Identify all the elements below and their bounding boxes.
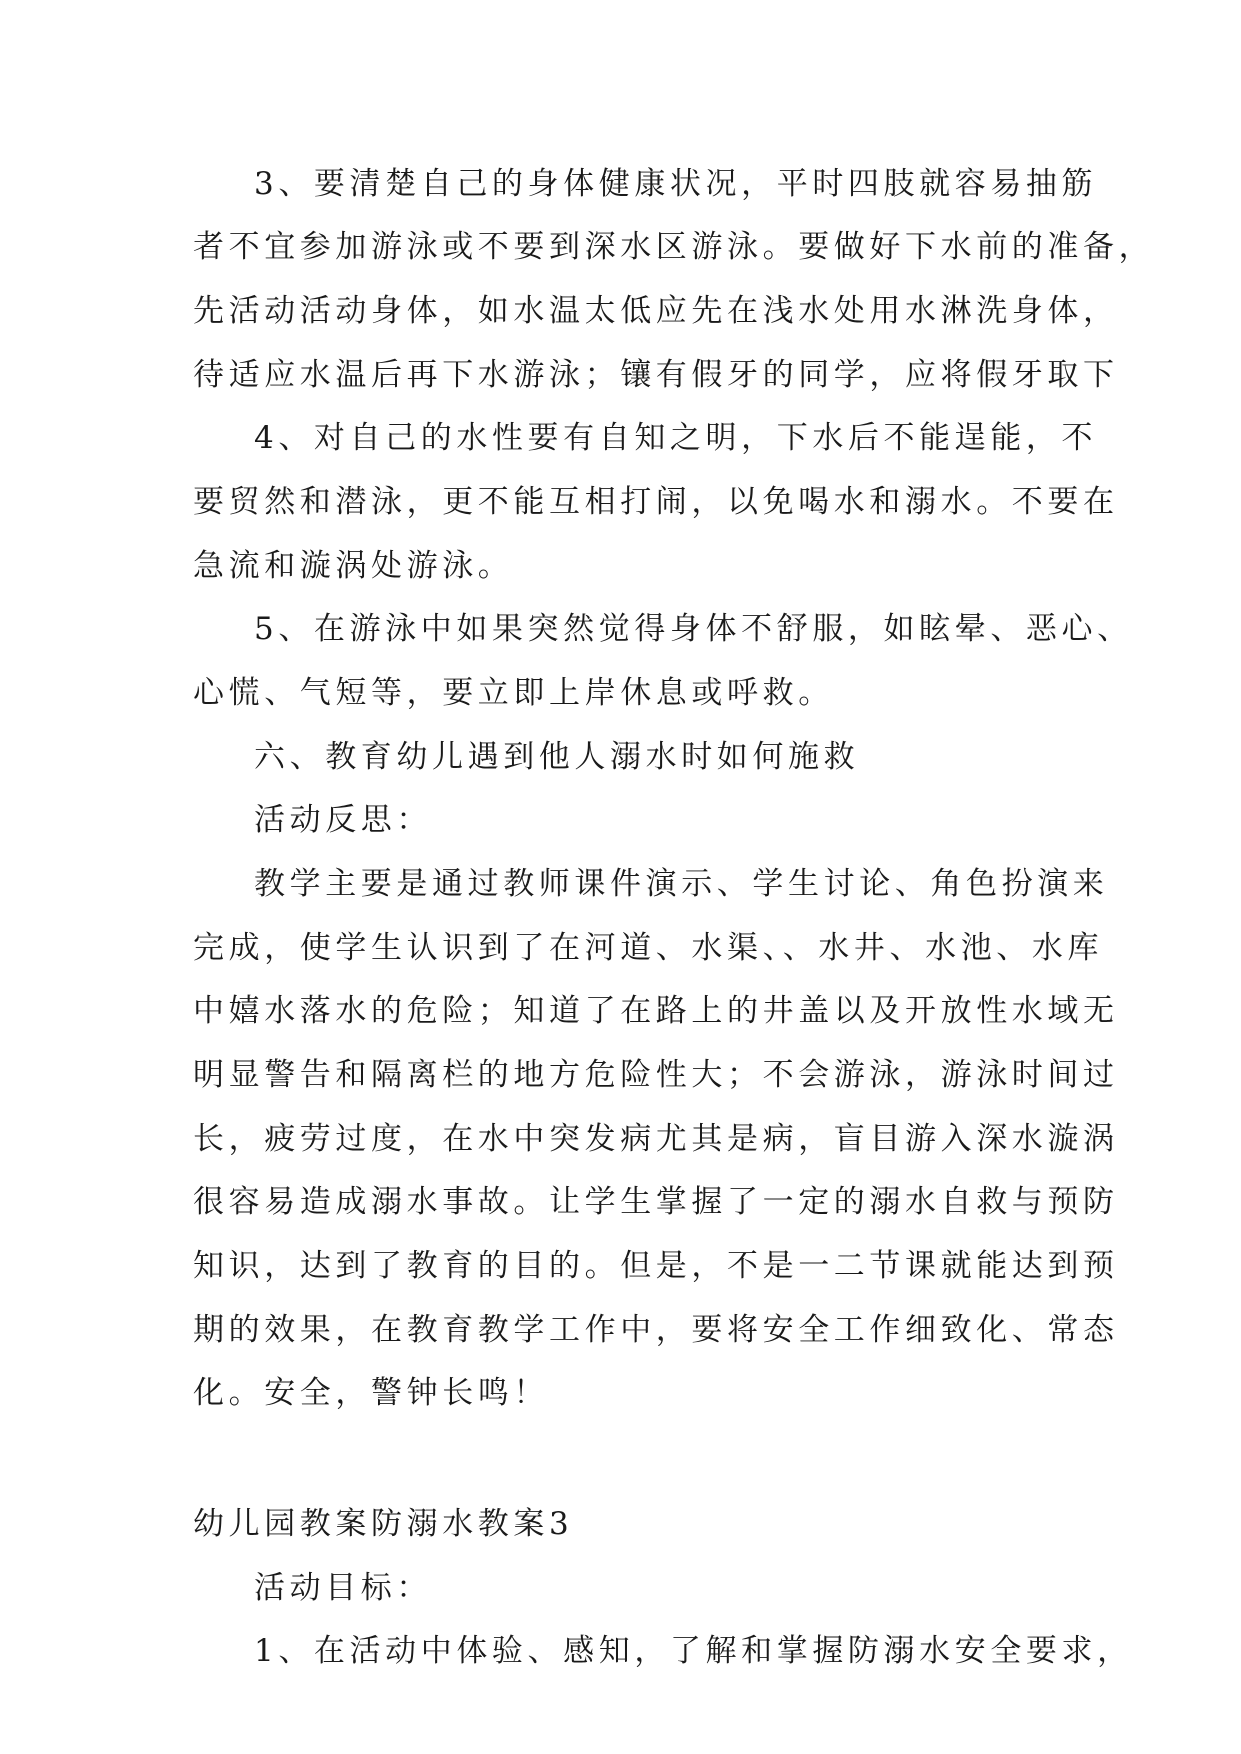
paragraph-line: 3、要清楚自己的身体健康状况，平时四肢就容易抽筋	[254, 166, 1098, 202]
document-title: 幼儿园教案防溺水教案3	[193, 1506, 574, 1542]
section-heading: 活动反思：	[254, 802, 432, 838]
paragraph-line: 长，疲劳过度，在水中突发病尤其是病，盲目游入深水漩涡	[193, 1121, 1119, 1157]
paragraph-line: 待适应水温后再下水游泳；镶有假牙的同学，应将假牙取下	[193, 357, 1119, 393]
paragraph-line: 化。安全，警钟长鸣！	[193, 1375, 549, 1411]
paragraph-line: 1、在活动中体验、感知，了解和掌握防溺水安全要求，	[254, 1633, 1133, 1669]
paragraph-line: 中嬉水落水的危险；知道了在路上的井盖以及开放性水域无	[193, 993, 1119, 1029]
paragraph-line: 先活动活动身体，如水温太低应先在浅水处用水淋洗身体，	[193, 293, 1119, 329]
paragraph-line: 急流和漩涡处游泳。	[193, 548, 514, 584]
paragraph-line: 教学主要是通过教师课件演示、学生讨论、角色扮演来	[254, 866, 1109, 902]
paragraph-line: 者不宜参加游泳或不要到深水区游泳。要做好下水前的准备，	[193, 229, 1155, 265]
paragraph-line: 心慌、气短等，要立即上岸休息或呼救。	[193, 675, 834, 711]
paragraph-line: 要贸然和潜泳，更不能互相打闹，以免喝水和溺水。不要在	[193, 484, 1119, 520]
paragraph-line: 4、对自己的水性要有自知之明，下水后不能逞能，不	[254, 420, 1098, 456]
paragraph-line: 完成，使学生认识到了在河道、水渠、、水井、水池、水库	[193, 930, 1104, 966]
section-heading: 六、教育幼儿遇到他人溺水时如何施救	[254, 739, 860, 775]
paragraph-line: 明显警告和隔离栏的地方危险性大；不会游泳，游泳时间过	[193, 1057, 1119, 1093]
paragraph-line: 5、在游泳中如果突然觉得身体不舒服，如眩晕、恶心、	[254, 611, 1133, 647]
section-heading: 活动目标：	[254, 1570, 432, 1606]
paragraph-line: 期的效果，在教育教学工作中，要将安全工作细致化、常态	[193, 1312, 1119, 1348]
paragraph-line: 知识，达到了教育的目的。但是，不是一二节课就能达到预	[193, 1248, 1119, 1284]
paragraph-line: 很容易造成溺水事故。让学生掌握了一定的溺水自救与预防	[193, 1184, 1119, 1220]
